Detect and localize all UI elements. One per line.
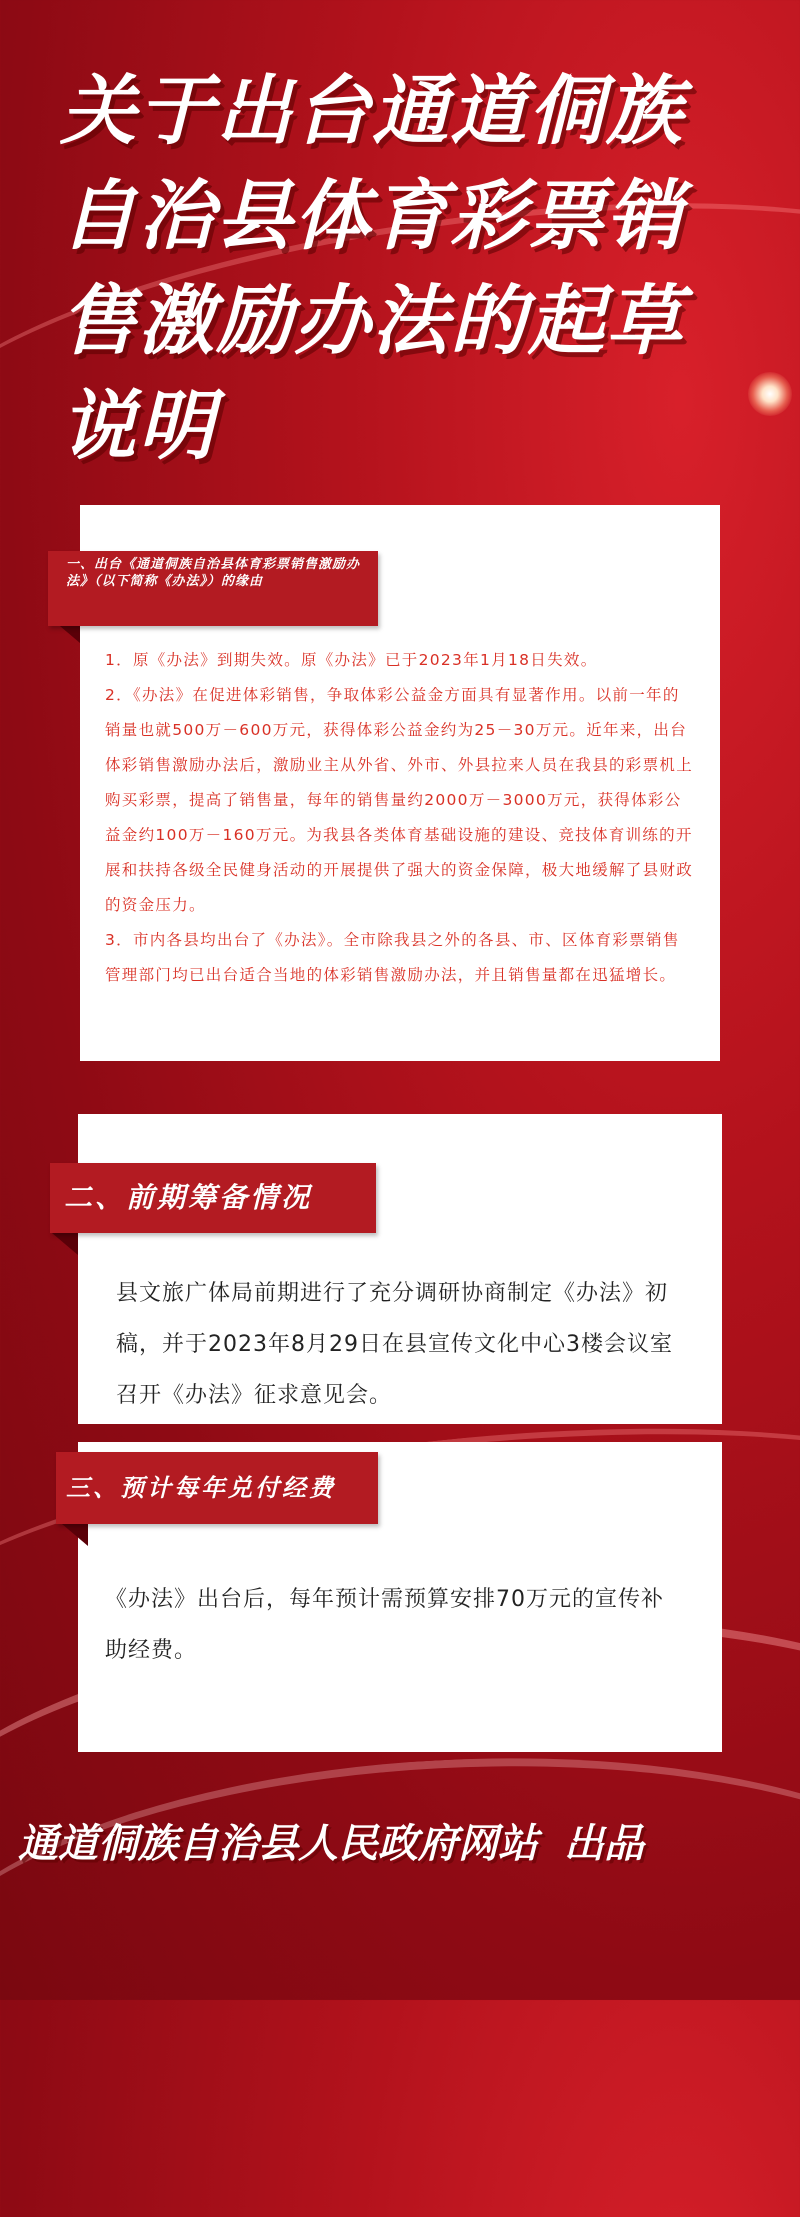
ribbon-fold bbox=[62, 1524, 88, 1546]
section-2-heading bbox=[50, 1163, 376, 1233]
light-flare bbox=[748, 372, 792, 416]
section-3-text: 《办法》出台后，每年预计需预算安排70万元的宣传补助经费。 bbox=[105, 1587, 664, 1663]
section-1-item: 1．原《办法》到期失效。原《办法》已于2023年1月18日失效。 bbox=[105, 651, 598, 669]
ribbon-fold bbox=[52, 1233, 78, 1255]
footer-publisher: 通道侗族自治县人民政府网站 bbox=[18, 1821, 538, 1867]
section-2-text: 县文旅广体局前期进行了充分调研协商制定《办法》初稿，并于2023年8月29日在县宣传文化中心3楼会议室召开《办法》征求意见会。 bbox=[116, 1281, 673, 1408]
section-3-body bbox=[105, 1574, 680, 1676]
section-3-heading bbox=[56, 1452, 378, 1524]
section-1-heading-text: 一、出台《通道侗族自治县体育彩票销售激励办法》（以下简称《办法》）的缘由 bbox=[66, 557, 361, 589]
section-1-body bbox=[105, 643, 695, 993]
section-2-heading-text: 二、前期筹备情况 bbox=[64, 1181, 313, 1214]
section-2-body bbox=[116, 1268, 686, 1421]
footer-credit bbox=[18, 1812, 788, 1869]
section-1-item: 2．《办法》在促进体彩销售，争取体彩公益金方面具有显著作用。以前一年的销量也就500万－600万元，获得体彩公益金约为25－30万元。近年来，出台体彩销售激励办法后，激励业主从外省、外市、外县拉来人员在我县的彩票机上购买彩票，提高了销售量，每年的销售量约2000万－3000万元，获得体彩公益金约100万－160万元。为我县各类体育基础设施的建设、竞技体育训练的开展和扶持各级全民健身活动的开展提供了强大的资金保障，极大地缓解了县财政的资金压力。 bbox=[105, 686, 694, 914]
footer-suffix: 出品 bbox=[564, 1821, 644, 1867]
section-1-heading bbox=[48, 551, 378, 626]
page-title: 关于出台通道侗族自治县体育彩票销售激励办法的起草说明 bbox=[60, 66, 684, 470]
section-3-heading-text: 三、预计每年兑付经费 bbox=[66, 1474, 336, 1502]
section-1-item: 3．市内各县均出台了《办法》。全市除我县之外的各县、市、区体育彩票销售管理部门均已出台适合当地的体彩销售激励办法，并且销售量都在迅猛增长。 bbox=[105, 931, 680, 984]
